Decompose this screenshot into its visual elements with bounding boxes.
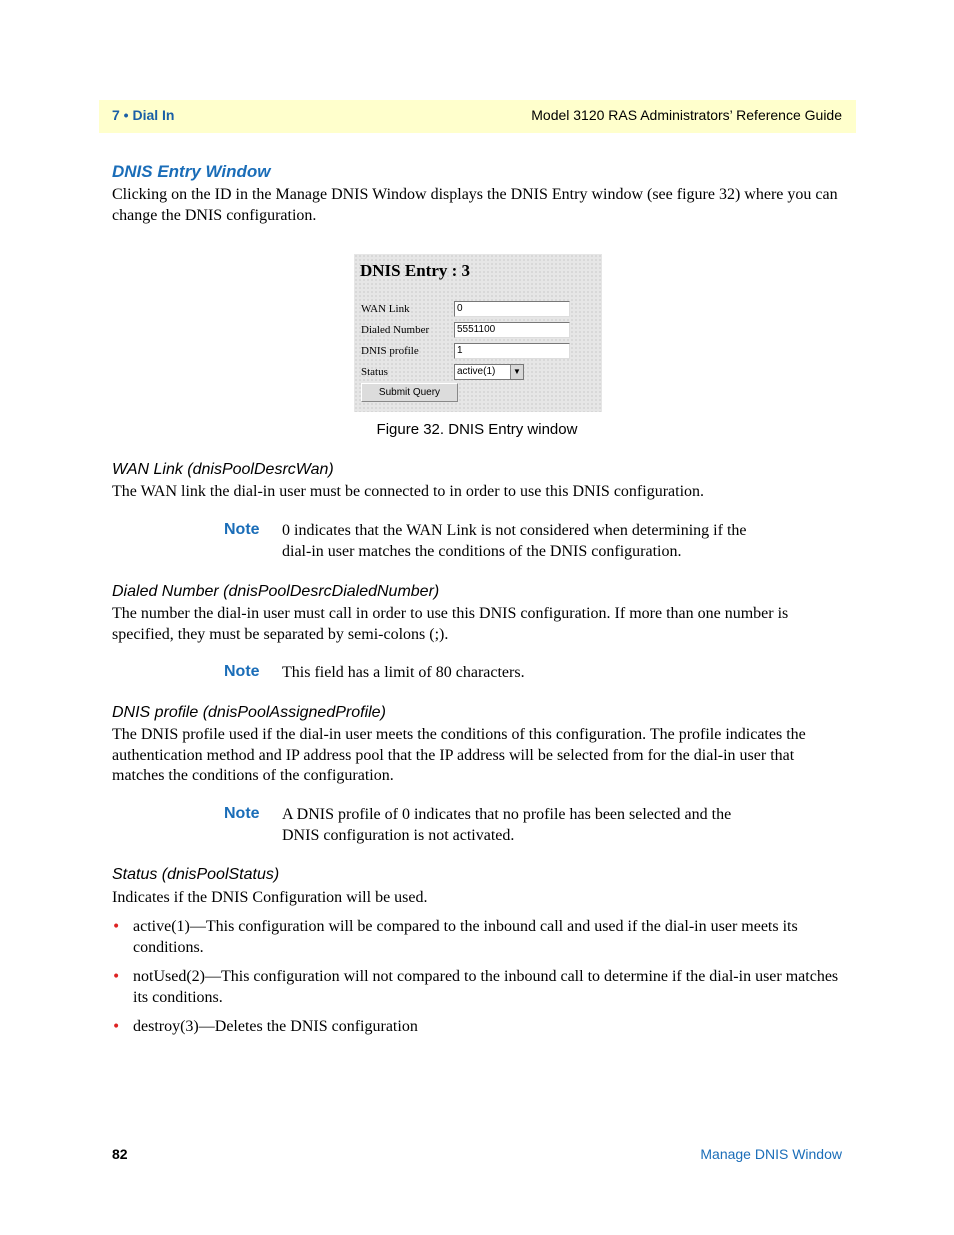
- status-heading: Status (dnisPoolStatus): [112, 866, 280, 883]
- wan-link-label: WAN Link: [361, 303, 410, 315]
- figure-window-title: DNIS Entry : 3: [360, 261, 471, 280]
- section-title: DNIS Entry Window: [112, 162, 271, 181]
- dnis-profile-heading: DNIS profile (dnisPoolAssignedProfile): [112, 704, 386, 721]
- dnis-profile-input[interactable]: 1: [454, 343, 570, 359]
- dnis-profile-note: A DNIS profile of 0 indicates that no profile has been selected and the DNIS configuration is not activated.: [282, 806, 732, 844]
- dialed-number-note: This field has a limit of 80 characters.: [282, 664, 525, 681]
- status-select-value: active(1): [457, 366, 496, 377]
- figure-caption: Figure 32. DNIS Entry window: [376, 421, 578, 438]
- page-number: 82: [112, 1146, 128, 1162]
- dnis-entry-figure: [354, 254, 602, 412]
- dialed-number-heading: Dialed Number (dnisPoolDesrcDialedNumber): [112, 583, 440, 600]
- chapter-title: 7 • Dial In: [112, 107, 175, 123]
- dialed-number-note-label: Note: [224, 663, 260, 680]
- wan-link-text: The WAN link the dial-in user must be connected to in order to use this DNIS configuration.: [112, 483, 705, 500]
- page-header: [99, 100, 856, 133]
- wan-link-note-label: Note: [224, 521, 260, 538]
- dialed-number-text: The number the dial-in user must call in order to use this DNIS configuration. If more than one number is specified, they must be separated by semi-colons (;).: [112, 605, 789, 643]
- bullet-marker: •: [112, 919, 121, 935]
- wan-link-heading: WAN Link (dnisPoolDesrcWan): [112, 461, 334, 478]
- dnis-profile-note-label: Note: [224, 805, 260, 822]
- chevron-down-icon[interactable]: ▼: [510, 365, 523, 379]
- status-bullet-notused: notUsed(2)—This configuration will not compared to the inbound call to determine if the dial-in user matches its conditions.: [133, 968, 839, 1006]
- submit-query-button[interactable]: Submit Query: [361, 383, 458, 402]
- status-text: Indicates if the DNIS Configuration will be used.: [112, 889, 428, 906]
- wan-link-input[interactable]: 0: [454, 301, 570, 317]
- dialed-number-input[interactable]: 5551100: [454, 322, 570, 338]
- guide-title: Model 3120 RAS Administrators’ Reference Guide: [531, 107, 842, 123]
- status-bullet-active: active(1)—This configuration will be compared to the inbound call and used if the dial-in user meets its conditions.: [133, 918, 798, 956]
- wan-link-note: 0 indicates that the WAN Link is not considered when determining if the dial-in user matches the conditions of the DNIS configuration.: [282, 522, 747, 560]
- dnis-profile-label: DNIS profile: [361, 345, 419, 357]
- dnis-profile-text: The DNIS profile used if the dial-in user meets the conditions of this configuration. The profile indicates the authentication method and IP address pool that the IP address will be selected from for the dial-in user that matches the conditions of the configuration.: [112, 726, 806, 784]
- status-label: Status: [361, 366, 388, 378]
- dialed-number-label: Dialed Number: [361, 324, 430, 336]
- bullet-marker: •: [112, 1019, 121, 1035]
- bullet-marker: •: [112, 969, 121, 985]
- status-bullet-destroy: destroy(3)—Deletes the DNIS configuration: [133, 1018, 418, 1035]
- footer-section-name: Manage DNIS Window: [700, 1146, 842, 1162]
- status-select[interactable]: [454, 364, 524, 380]
- section-intro: Clicking on the ID in the Manage DNIS Window displays the DNIS Entry window (see figure 32) where you can change the DNIS configuration.: [112, 186, 838, 224]
